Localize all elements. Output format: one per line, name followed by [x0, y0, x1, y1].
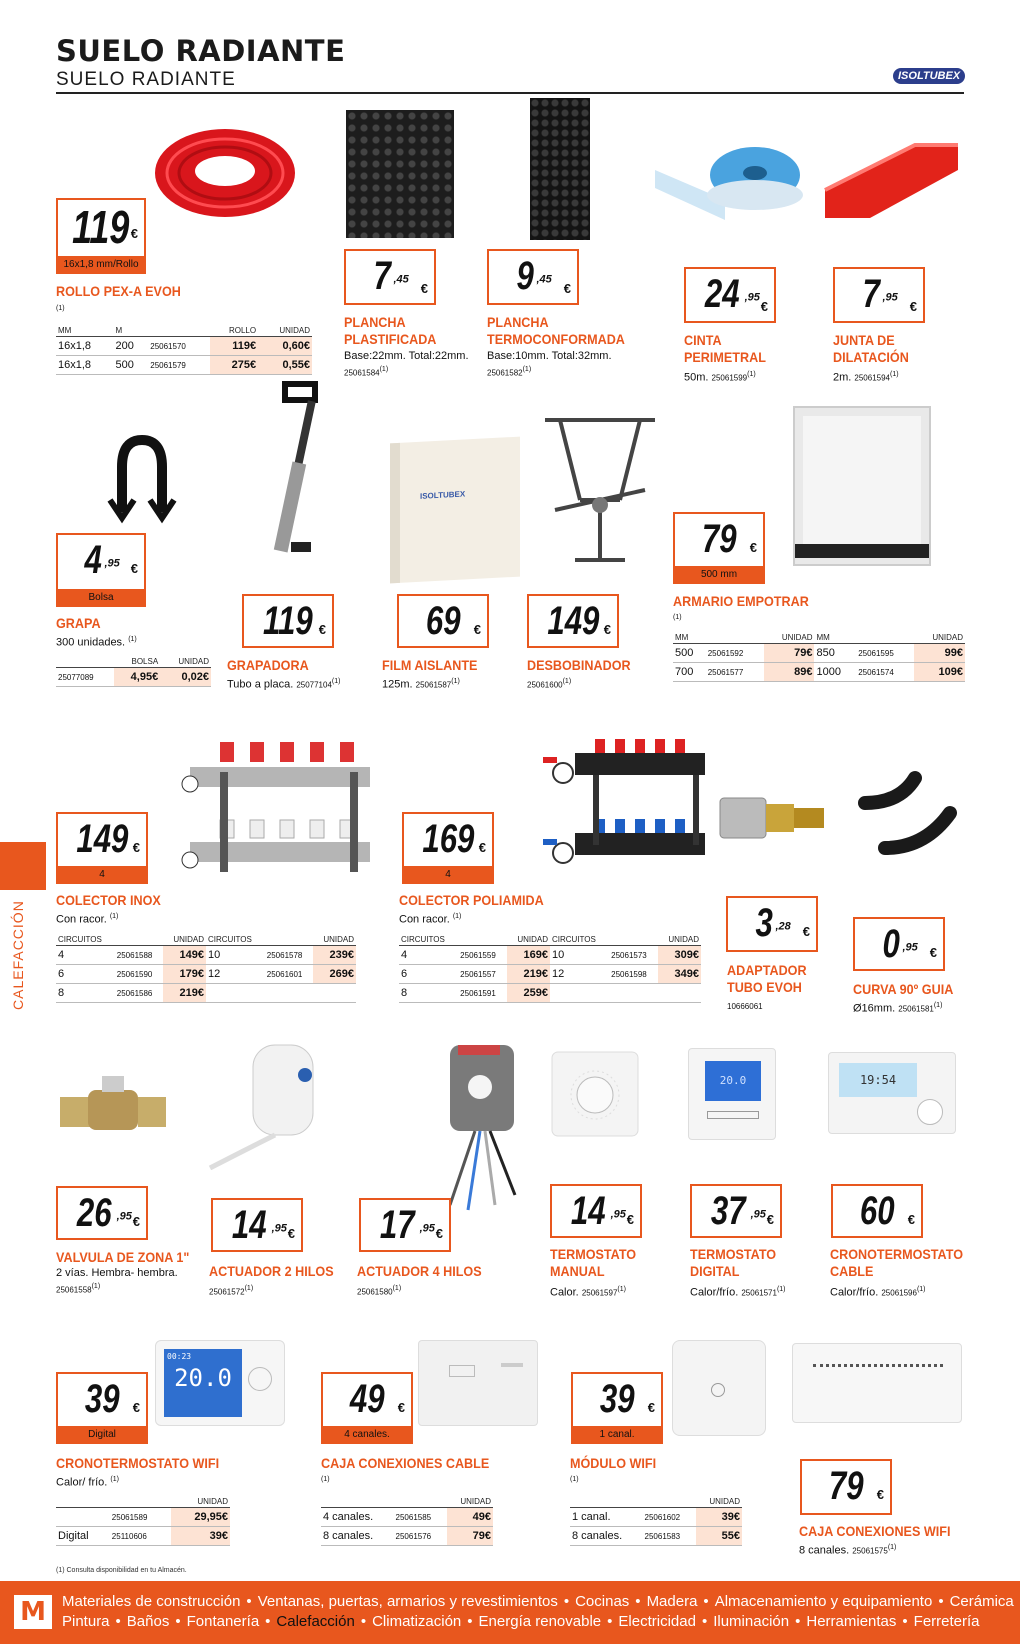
caja-conexiones-wifi-image [792, 1343, 962, 1423]
caja-wifi-desc: 8 canales. 25061575$^{(1)}$ [799, 1544, 897, 1557]
actuador-4-hilos-image [440, 1045, 530, 1215]
film-price-tag: 69 € [397, 594, 489, 648]
termostato-digital-price-tag: 37 $^{,95}$ € [690, 1184, 782, 1238]
footer-link-almacenamiento-y-equipamiento[interactable]: Almacenamiento y equipamiento [714, 1593, 933, 1610]
valvula-image [60, 1072, 170, 1137]
desbobinador-price-tag: 149 € [527, 594, 619, 648]
film-desc: 125m. 25061587$^{(1)}$ [382, 678, 460, 691]
page-subtitle: SUELO RADIANTE [56, 69, 236, 90]
colector-poliamida-table: CIRCUITOS UNIDAD CIRCUITOS UNIDAD 4 25061559 169€ 10 25061573 309€ 6 25061557 219€ 12 25061598 349€ 8 25061591 259€ [399, 934, 701, 1003]
armario-name: ARMARIO EMPOTRAR [673, 593, 809, 609]
actuador2-price-tag: 14 $^{,95}$ € [211, 1198, 303, 1252]
crono-cable-name: CRONOTERMOSTATO CABLE [830, 1246, 964, 1279]
side-label: CALEFACCIÓN [10, 900, 26, 1010]
actuador2-code: 25061572$^{(1)}$ [209, 1285, 254, 1297]
curva-image [845, 768, 965, 863]
grapa-image [92, 432, 192, 524]
plancha-plastificada-image [346, 110, 454, 238]
desbobinador-desc: 25061600$^{(1)}$ [527, 678, 572, 690]
plancha-plastificada-desc: Base:22mm. Total:22mm. 25061584$^{(1)}$ [344, 350, 469, 378]
footer-link-cerámica[interactable]: Cerámica [949, 1593, 1014, 1610]
footer-link-ventanas-puertas-armarios-y-revestimientos[interactable]: Ventanas, puertas, armarios y revestimientos [257, 1593, 558, 1610]
colector-poliamida-image [535, 735, 710, 895]
footer-categories-line1 [62, 1593, 1014, 1610]
cronotermostato-cable-image: 19:54 [828, 1052, 956, 1134]
table-row: 16x1,8 200 25061570 119€ 0,60€ [56, 337, 312, 356]
colector-inox-price-tag: 149 € 4 [56, 812, 148, 884]
table-row: 500 25061592 79€ 850 25061595 99€ [673, 644, 965, 663]
caja-wifi-name: CAJA CONEXIONES WIFI [799, 1523, 951, 1539]
junta-name: JUNTA DE DILATACIÓN [833, 332, 909, 365]
grapa-table: BOLSA UNIDAD 25077089 4,95€ 0,02€ [56, 656, 211, 687]
footer-bar [0, 1581, 1020, 1644]
table-row: 6 25061557 219€ 12 25061598 349€ [399, 965, 701, 984]
brand-logo: ISOLTUBEX [893, 68, 965, 84]
modulo-wifi-table: UNIDAD 1 canal. 25061602 39€ 8 canales. 25061583 55€ [570, 1496, 742, 1546]
valvula-desc: 2 vías. Hembra- hembra. 25061558$^{(1)}$ [56, 1267, 178, 1295]
colector-inox-table: CIRCUITOS UNIDAD CIRCUITOS UNIDAD 4 25061588 149€ 10 25061578 239€ 6 25061590 179€ 12 25061601 269€ 8 25061586 219€ [56, 934, 356, 1003]
header-rule [56, 92, 964, 94]
footer-separator: • [467, 1613, 473, 1630]
table-row: 8 25061586 219€ [56, 984, 356, 1003]
pex-table: MM M ROLLO UNIDAD 16x1,8 200 25061570 119€ 0,60€ 16x1,8 500 25061579 275€ 0,55€ [56, 325, 312, 375]
footer-link-materiales-de-construcción[interactable]: Materiales de construcción [62, 1593, 241, 1610]
crono-wifi-price-tag: 39 € Digital [56, 1372, 148, 1444]
modulo-wifi-price-tag: 39 € 1 canal. [571, 1372, 663, 1444]
footer-link-electricidad[interactable]: Electricidad [618, 1613, 696, 1630]
adaptador-code: 10666061 [727, 1002, 763, 1011]
plancha-termoconformada-image [530, 98, 590, 240]
table-row: 1 canal. 25061602 39€ [570, 1508, 742, 1527]
termostato-manual-image [550, 1050, 640, 1138]
termostato-manual-desc: Calor. 25061597$^{(1)}$ [550, 1286, 626, 1299]
termostato-digital-image: 20.0 [688, 1048, 776, 1140]
actuador4-code: 25061580$^{(1)}$ [357, 1285, 402, 1297]
grapa-name: GRAPA [56, 615, 101, 631]
termostato-manual-name: TERMOSTATO MANUAL [550, 1246, 637, 1279]
grapadora-name: GRAPADORA [227, 657, 309, 673]
footer-separator: • [938, 1593, 944, 1610]
grapadora-desc: Tubo a placa. 25077104$^{(1)}$ [227, 678, 341, 691]
footer-separator: • [703, 1593, 709, 1610]
table-row: 8 canales. 25061576 79€ [321, 1527, 493, 1546]
footer-link-energía-renovable[interactable]: Energía renovable [478, 1613, 602, 1630]
footer-separator: • [795, 1613, 801, 1630]
cinta-price-tag: 24 $^{,95}$ € [684, 267, 776, 323]
footer-separator: • [265, 1613, 271, 1630]
footer-link-climatización[interactable]: Climatización [372, 1613, 462, 1630]
termostato-manual-price-tag: 14 $^{,95}$ € [550, 1184, 642, 1238]
table-row: 4 canales. 25061585 49€ [321, 1508, 493, 1527]
curva-desc: Ø16mm. 25061581$^{(1)}$ [853, 1002, 943, 1015]
pex-roll-image [150, 115, 300, 220]
footer-link-calefacción[interactable]: Calefacción [276, 1613, 355, 1630]
actuador2-name: ACTUADOR 2 HILOS [209, 1263, 334, 1279]
actuador-2-hilos-image [205, 1040, 345, 1170]
desbobinador-image [535, 410, 665, 575]
crono-cable-price-tag: 60 € [831, 1184, 923, 1238]
footer-separator: • [902, 1613, 908, 1630]
footer-separator: • [635, 1593, 641, 1610]
pex-name: ROLLO PEX-A EVOH [56, 283, 181, 299]
plancha-plastificada-name: PLANCHA PLASTIFICADA [344, 314, 437, 347]
adaptador-image [718, 790, 833, 845]
adaptador-name: ADAPTADOR TUBO EVOH [727, 962, 807, 995]
footer-separator: • [563, 1593, 570, 1610]
page-title: SUELO RADIANTE [56, 34, 346, 68]
footer-separator: • [175, 1613, 181, 1630]
colector-poliamida-desc: Con racor. $^{(1)}$ [399, 913, 462, 926]
modulo-wifi-name: MÓDULO WIFI [570, 1455, 657, 1471]
grapa-desc: 300 unidades. $^{(1)}$ [56, 636, 137, 649]
junta-price-tag: 7 $^{,95}$ € [833, 267, 925, 323]
caja-wifi-price-tag: 79 € [800, 1459, 892, 1515]
cronotermostato-wifi-image: 00:23 20.0 [155, 1340, 285, 1426]
desbobinador-name: DESBOBINADOR [527, 657, 631, 673]
valvula-price-tag: 26 $^{,95}$ € [56, 1186, 148, 1240]
footnote: (1) Consulta disponibilidad en tu Almacén. [56, 1567, 187, 1574]
footer-separator: • [360, 1613, 367, 1630]
film-name: FILM AISLANTE [382, 657, 478, 673]
actuador4-price-tag: 17 $^{,95}$ € [359, 1198, 451, 1252]
table-row: Digital 25110606 39€ [56, 1527, 230, 1546]
side-tab [0, 842, 46, 890]
junta-desc: 2m. 25061594$^{(1)}$ [833, 371, 899, 384]
crono-wifi-table: UNIDAD 25061589 29,95€ Digital 25110606 39€ [56, 1496, 230, 1546]
caja-cable-price-tag: 49 € 4 canales. [321, 1372, 413, 1444]
armario-price-tag: 79 € 500 mm [673, 512, 765, 584]
colector-inox-image [160, 732, 380, 897]
footer-categories-line2 [62, 1613, 980, 1630]
table-row: 6 25061590 179€ 12 25061601 269€ [56, 965, 356, 984]
modulo-wifi-note: (1) [570, 1476, 579, 1483]
table-row: 4 25061559 169€ 10 25061573 309€ [399, 946, 701, 965]
footer-separator: • [701, 1613, 708, 1630]
colector-poliamida-name: COLECTOR POLIAMIDA [399, 892, 544, 908]
footer-link-pintura[interactable]: Pintura [62, 1613, 110, 1630]
pex-note: (1) [56, 305, 65, 312]
armario-note: (1) [673, 614, 682, 621]
footer-separator: • [115, 1613, 121, 1630]
colector-poliamida-price-tag: 169 € 4 [402, 812, 494, 884]
table-row: 25077089 4,95€ 0,02€ [56, 668, 211, 687]
cinta-perimetral-image [655, 140, 805, 225]
table-row: 4 25061588 149€ 10 25061578 239€ [56, 946, 356, 965]
footer-link-iluminación[interactable]: Iluminación [713, 1613, 790, 1630]
actuador4-name: ACTUADOR 4 HILOS [357, 1263, 482, 1279]
footer-link-herramientas[interactable]: Herramientas [806, 1613, 897, 1630]
plancha-termoconformada-price-tag: 9 $^{,45}$ € [487, 249, 579, 305]
footer-link-fontanería[interactable]: Fontanería [186, 1613, 260, 1630]
armario-table: MM UNIDAD MM UNIDAD 500 25061592 79€ 850 25061595 99€ 700 25061577 89€ 1000 25061574 109€ [673, 632, 965, 682]
footer-link-ferretería[interactable]: Ferretería [913, 1613, 980, 1630]
grapa-price-tag: 4 $^{,95}$ € Bolsa [56, 533, 146, 607]
adaptador-price-tag: 3 $^{,28}$ € [726, 896, 818, 952]
plancha-plastificada-price-tag: 7 $^{,45}$ € [344, 249, 436, 305]
footer-link-cocinas[interactable]: Cocinas [575, 1593, 630, 1610]
footer-separator: • [607, 1613, 613, 1630]
crono-cable-desc: Calor/frío. 25061596$^{(1)}$ [830, 1286, 926, 1299]
cinta-desc: 50m. 25061599$^{(1)}$ [684, 371, 756, 384]
film-aislante-image: ISOLTUBEX [390, 437, 520, 584]
plancha-termoconformada-name: PLANCHA TERMOCONFORMADA [487, 314, 625, 347]
grapadora-price-tag: 119 € [242, 594, 334, 648]
table-row: 16x1,8 500 25061579 275€ 0,55€ [56, 356, 312, 375]
footer-link-baños[interactable]: Baños [126, 1613, 170, 1630]
junta-dilatacion-image [820, 140, 960, 225]
table-row: 8 canales. 25061583 55€ [570, 1527, 742, 1546]
colector-inox-desc: Con racor. $^{(1)}$ [56, 913, 119, 926]
caja-conexiones-cable-image [418, 1340, 538, 1426]
caja-cable-note: (1) [321, 1476, 330, 1483]
footer-link-madera[interactable]: Madera [646, 1593, 698, 1610]
table-row: 700 25061577 89€ 1000 25061574 109€ [673, 663, 965, 682]
cinta-name: CINTA PERIMETRAL [684, 332, 766, 365]
table-row: 8 25061591 259€ [399, 984, 701, 1003]
crono-wifi-desc: Calor/ frío. $^{(1)}$ [56, 1476, 119, 1489]
table-row: 25061589 29,95€ [56, 1508, 230, 1527]
caja-cable-name: CAJA CONEXIONES CABLE [321, 1455, 490, 1471]
curva-price-tag: 0 $^{,95}$ € [853, 917, 945, 971]
colector-inox-name: COLECTOR INOX [56, 892, 161, 908]
termostato-digital-name: TERMOSTATO DIGITAL [690, 1246, 777, 1279]
brand-m-logo: M [14, 1595, 52, 1629]
plancha-termoconformada-desc: Base:10mm. Total:32mm. 25061582$^{(1)}$ [487, 350, 612, 378]
caja-cable-table: UNIDAD 4 canales. 25061585 49€ 8 canales. 25061576 79€ [321, 1496, 493, 1546]
termostato-digital-desc: Calor/frío. 25061571$^{(1)}$ [690, 1286, 786, 1299]
curva-name: CURVA 90º GUIA [853, 981, 954, 997]
armario-image [793, 406, 931, 566]
modulo-wifi-image [672, 1340, 766, 1436]
footer-separator: • [246, 1593, 252, 1610]
pex-price-tag: 119 € 16x1,8 mm/Rollo [56, 198, 146, 274]
crono-wifi-name: CRONOTERMOSTATO WIFI [56, 1455, 220, 1471]
grapadora-image [265, 372, 345, 582]
valvula-name: VALVULA DE ZONA 1" [56, 1249, 190, 1265]
